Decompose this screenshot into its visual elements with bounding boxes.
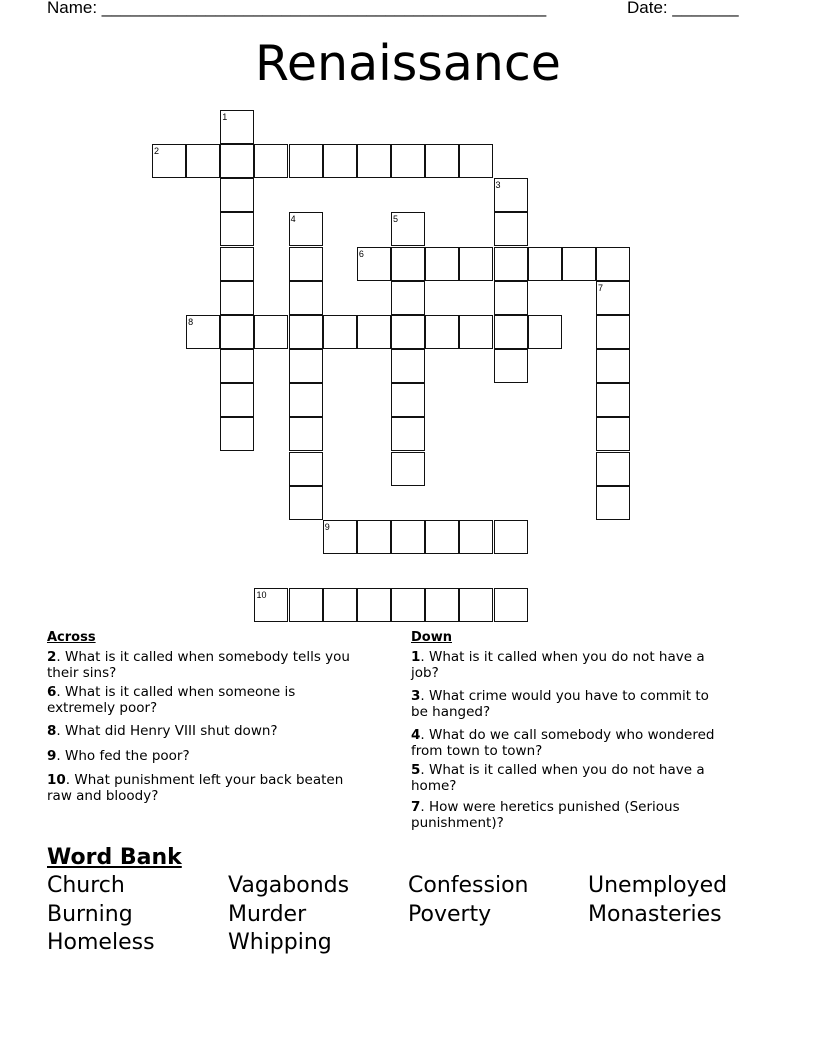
- crossword-cell[interactable]: [289, 281, 323, 315]
- crossword-cell[interactable]: [289, 486, 323, 520]
- crossword-cell[interactable]: [323, 315, 357, 349]
- clue-number: 1: [411, 649, 421, 665]
- crossword-cell[interactable]: [220, 383, 254, 417]
- crossword-cell[interactable]: [494, 520, 528, 554]
- crossword-cell[interactable]: [186, 144, 220, 178]
- crossword-cell[interactable]: [289, 452, 323, 486]
- crossword-cell[interactable]: [391, 247, 425, 281]
- crossword-cell[interactable]: [494, 315, 528, 349]
- crossword-cell[interactable]: [220, 144, 254, 178]
- word-bank-word: Burning: [47, 902, 133, 927]
- cell-number: 7: [597, 282, 603, 293]
- crossword-cell[interactable]: [494, 588, 528, 622]
- across-clue: [47, 724, 392, 740]
- crossword-cell[interactable]: [220, 178, 254, 212]
- clue-text: What did Henry VIII shut down?: [65, 723, 278, 739]
- crossword-cell[interactable]: [254, 144, 288, 178]
- crossword-cell[interactable]: [357, 315, 391, 349]
- cell-number: 9: [324, 521, 330, 532]
- crossword-cell[interactable]: [289, 349, 323, 383]
- clue-dot: .: [56, 747, 65, 764]
- clue-dot: .: [56, 649, 65, 665]
- crossword-cell[interactable]: [596, 315, 630, 349]
- crossword-cell[interactable]: [391, 588, 425, 622]
- clue-text: What is it called when you do not have a home?: [411, 762, 705, 794]
- clue-dot: .: [56, 684, 65, 700]
- down-clue-list: [411, 650, 756, 831]
- cell-number: 4: [290, 214, 296, 225]
- across-heading: Across: [47, 630, 96, 645]
- clue-number: 6: [47, 684, 57, 700]
- crossword-cell[interactable]: [289, 417, 323, 451]
- crossword-cell[interactable]: [391, 520, 425, 554]
- clue-text: What is it called when you do not have a job?: [411, 649, 705, 681]
- word-bank-word: Poverty: [408, 902, 492, 927]
- clue-text: How were heretics punished (Serious punishment)?: [411, 799, 680, 831]
- crossword-cell[interactable]: [494, 212, 528, 246]
- crossword-cell[interactable]: [220, 417, 254, 451]
- crossword-cell[interactable]: [596, 417, 630, 451]
- word-bank-word: Vagabonds: [228, 873, 350, 898]
- crossword-cell[interactable]: [425, 520, 459, 554]
- down-clue: [411, 763, 756, 794]
- clue-number: 5: [411, 762, 421, 778]
- word-bank-word: Homeless: [47, 930, 155, 955]
- word-bank-word: Murder: [228, 902, 307, 927]
- clue-text: What crime would you have to commit to be hanged?: [411, 688, 709, 720]
- cell-number: 2: [154, 146, 160, 157]
- across-clue: [47, 685, 392, 716]
- crossword-cell[interactable]: [596, 247, 630, 281]
- clue-number: 2: [47, 649, 57, 665]
- crossword-cell[interactable]: [425, 315, 459, 349]
- crossword-cell[interactable]: [425, 247, 459, 281]
- word-bank-word: Church: [47, 873, 125, 898]
- clue-text: What is it called when someone is extremely poor?: [47, 684, 296, 716]
- clue-number: 8: [47, 723, 57, 739]
- across-clue: [47, 650, 392, 681]
- crossword-cell[interactable]: [596, 349, 630, 383]
- crossword-cell[interactable]: [562, 247, 596, 281]
- crossword-cell[interactable]: [391, 349, 425, 383]
- down-clue: [411, 689, 756, 720]
- crossword-cell[interactable]: [289, 144, 323, 178]
- crossword-cell[interactable]: [357, 520, 391, 554]
- cell-number: 5: [393, 214, 399, 225]
- down-clue: [411, 800, 756, 831]
- crossword-cell[interactable]: [596, 486, 630, 520]
- cell-number: 10: [256, 590, 267, 601]
- crossword-cell[interactable]: [391, 315, 425, 349]
- crossword-cell[interactable]: [459, 520, 493, 554]
- crossword-cell[interactable]: [323, 588, 357, 622]
- crossword-cell[interactable]: [254, 315, 288, 349]
- cell-number: 6: [358, 248, 364, 259]
- crossword-cell[interactable]: [459, 315, 493, 349]
- crossword-cell[interactable]: [459, 588, 493, 622]
- crossword-cell[interactable]: [459, 247, 493, 281]
- crossword-cell[interactable]: [220, 349, 254, 383]
- crossword-cell[interactable]: [459, 144, 493, 178]
- clue-dot: .: [56, 723, 65, 739]
- clue-dot: .: [420, 649, 429, 665]
- cell-number: 1: [222, 112, 228, 122]
- crossword-cell[interactable]: [596, 383, 630, 417]
- across-clue-list: [47, 650, 392, 804]
- name-field-label: Name: _______________________________________________: [47, 0, 547, 17]
- crossword-cell[interactable]: [494, 281, 528, 315]
- crossword-cell[interactable]: [391, 383, 425, 417]
- date-field-label: Date: _______: [627, 0, 739, 17]
- crossword-cell[interactable]: [494, 247, 528, 281]
- crossword-cell[interactable]: [220, 281, 254, 315]
- clue-text: What do we call somebody who wondered from town to town?: [411, 727, 715, 759]
- cell-number: 3: [495, 180, 501, 191]
- crossword-cell[interactable]: [494, 349, 528, 383]
- crossword-cell[interactable]: [391, 452, 425, 486]
- crossword-cell[interactable]: [289, 247, 323, 281]
- crossword-cell[interactable]: [357, 144, 391, 178]
- word-bank-word: Whipping: [228, 930, 332, 955]
- page-title: Renaissance: [255, 35, 561, 92]
- clue-number: 4: [411, 727, 421, 743]
- across-clue: [47, 749, 392, 765]
- crossword-cell[interactable]: [596, 452, 630, 486]
- word-bank-word: Monasteries: [588, 902, 722, 927]
- cell-number: 8: [188, 316, 194, 327]
- crossword-cell[interactable]: [289, 588, 323, 622]
- crossword-cell[interactable]: [289, 383, 323, 417]
- crossword-cell[interactable]: [391, 417, 425, 451]
- clue-number: 10: [47, 772, 66, 788]
- clue-dot: .: [420, 799, 429, 815]
- crossword-cell[interactable]: [323, 144, 357, 178]
- clue-number: 9: [47, 747, 57, 764]
- clue-text: What is it called when somebody tells you their sins?: [47, 649, 350, 681]
- crossword-cell[interactable]: [220, 247, 254, 281]
- clue-number: 7: [411, 799, 421, 815]
- clue-dot: .: [420, 727, 429, 743]
- crossword-cell[interactable]: [391, 144, 425, 178]
- clue-text: Who fed the poor?: [65, 747, 190, 764]
- down-clue: [411, 650, 756, 681]
- crossword-cell[interactable]: [220, 315, 254, 349]
- word-bank-word: Confession: [408, 873, 529, 898]
- crossword-cell[interactable]: [220, 212, 254, 246]
- crossword-cell[interactable]: [528, 315, 562, 349]
- clue-number: 3: [411, 688, 421, 704]
- clue-dot: .: [65, 772, 75, 788]
- crossword-cell[interactable]: [391, 281, 425, 315]
- crossword-cell[interactable]: [289, 315, 323, 349]
- crossword-cell[interactable]: [357, 588, 391, 622]
- across-clue: [47, 773, 392, 804]
- clue-dot: .: [420, 762, 429, 778]
- crossword-cell[interactable]: [425, 144, 459, 178]
- word-bank-title: Word Bank: [47, 845, 182, 870]
- clue-dot: .: [420, 688, 429, 704]
- crossword-cell[interactable]: [425, 588, 459, 622]
- down-heading: Down: [411, 630, 452, 645]
- clue-text: What punishment left your back beaten raw and bloody?: [47, 772, 344, 804]
- crossword-cell[interactable]: [528, 247, 562, 281]
- down-clue: [411, 728, 756, 759]
- word-bank-word: Unemployed: [588, 873, 728, 898]
